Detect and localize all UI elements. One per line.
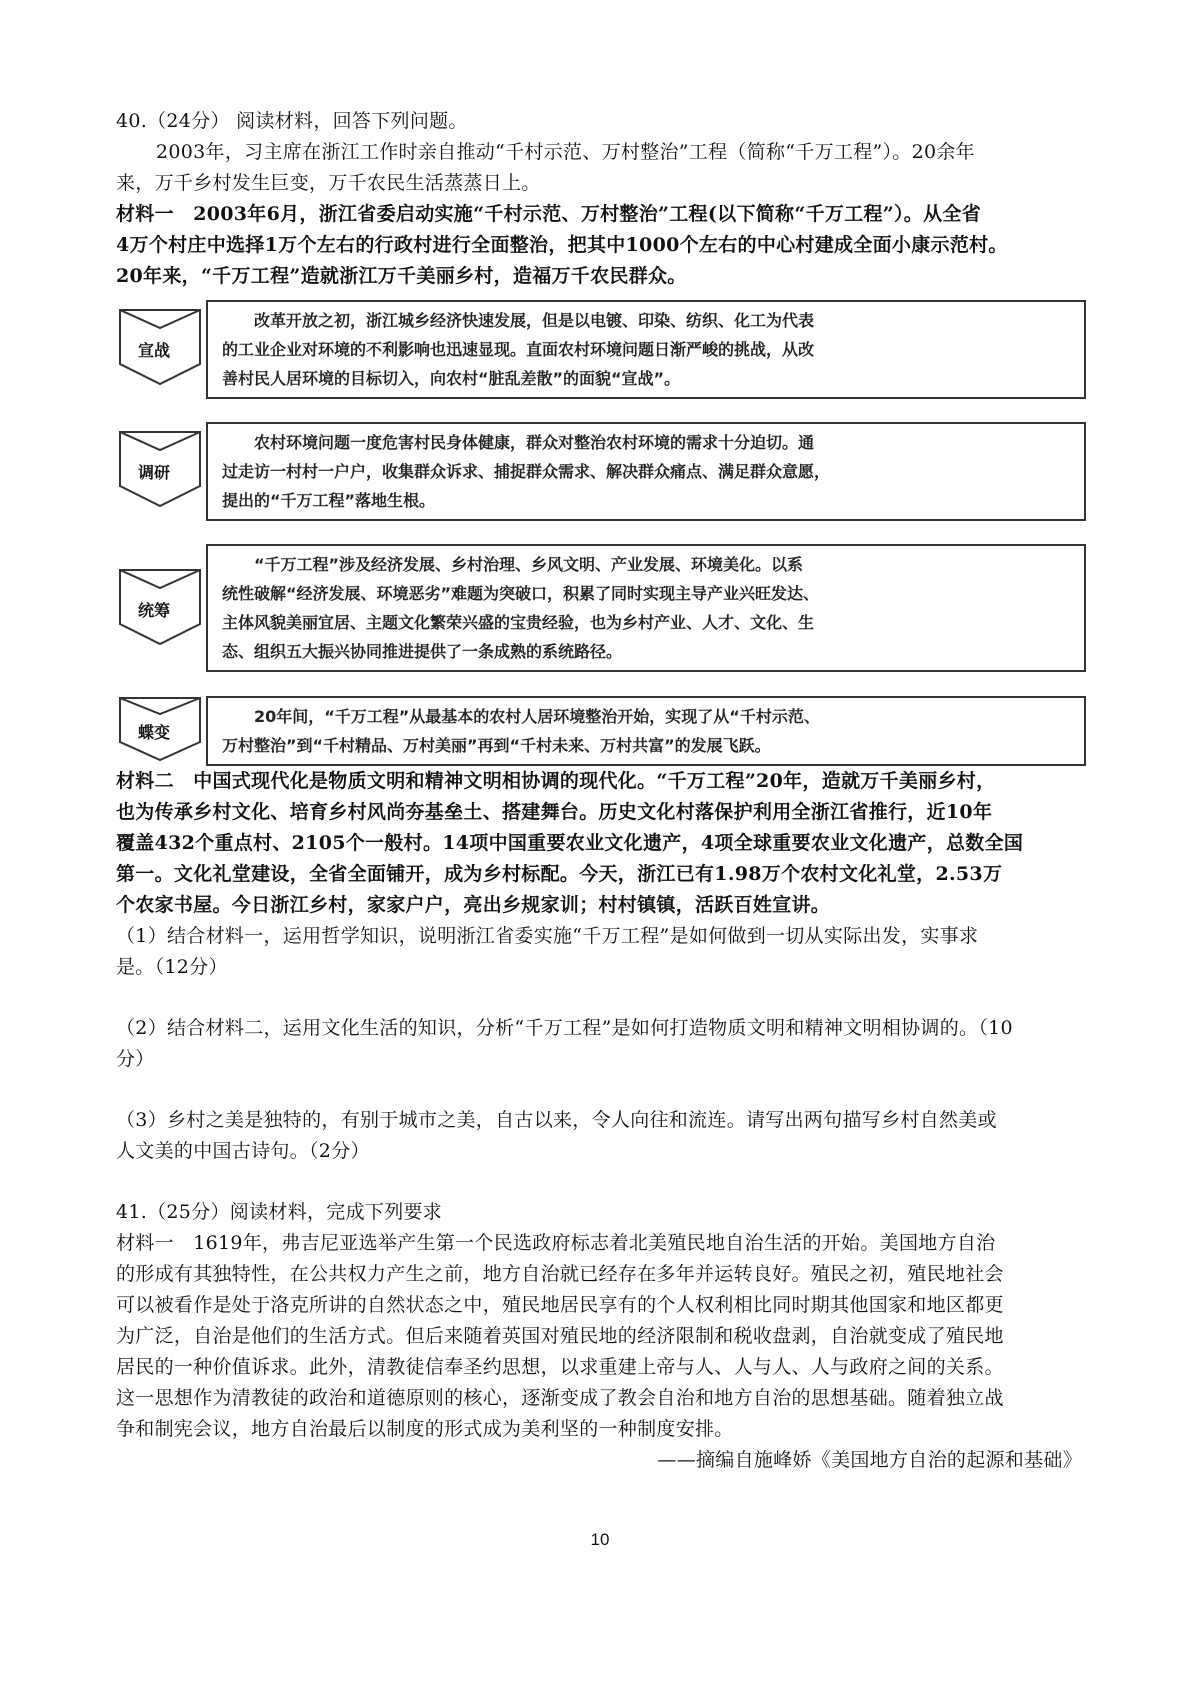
flow-text-line: 态、组织五大振兴协同推进提供了一条成熟的系统路径。: [222, 642, 623, 661]
material-two-line: 第一。文化礼堂建设，全省全面铺开，成为乡村标配。今天，浙江已有1.98万个农村文化礼堂，2.53万: [116, 863, 1003, 885]
q40-header: 40.（24分） 阅读材料，回答下列问题。: [116, 110, 468, 132]
q41-material-line: 的形成有其独特性，在公共权力产生之前，地方自治就已经存在多年并运转良好。殖民之初，殖民地社会: [116, 1263, 1004, 1285]
sub-question-2: （2）结合材料二，运用文化生活的知识，分析“千万工程”是如何打造物质文明和精神文明相协调的。（10: [116, 1017, 1013, 1039]
flow-text-line: 的工业企业对环境的不利影响也迅速显现。直面农村环境问题日渐严峻的挑战，从改: [222, 340, 815, 359]
flow-text-line: 改革开放之初，浙江城乡经济快速发展，但是以电镀、印染、纺织、化工为代表: [254, 311, 815, 330]
material-one-line: 4万个村庄中选择1万个左右的行政村进行全面整治，把其中1000个左右的中心村建成全面小康示范村。: [116, 234, 1008, 256]
chevron-tag: [116, 430, 202, 508]
sub-question-1: 是。（12分）: [116, 956, 228, 978]
page-number: 10: [590, 1530, 610, 1549]
chevron-tag: [116, 308, 202, 386]
flow-text-box: [206, 544, 1086, 672]
flow-text-line: “千万工程”涉及经济发展、乡村治理、乡风文明、产业发展、环境美化。以系: [254, 555, 804, 574]
flow-step-diaoyan: [116, 422, 1096, 518]
flow-text-line: 20年间，“千万工程”从最基本的农村人居环境整治开始，实现了从“千村示范、: [254, 707, 820, 726]
flow-text-line: 过走访一村村一户户，收集群众诉求、捕捉群众需求、解决群众痛点、满足群众意愿，: [222, 462, 831, 481]
material-two-line: 覆盖432个重点村、2105个一般村。14项中国重要农业文化遗产，4项全球重要农业文化遗产，总数全国: [116, 832, 1024, 854]
flow-text-line: 农村环境问题一度危害村民身体健康，群众对整治农村环境的需求十分迫切。通: [254, 433, 815, 452]
material-one-line: 20年来，“千万工程”造就浙江万千美丽乡村，造福万千农民群众。: [116, 265, 687, 287]
chevron-tag: [116, 696, 202, 774]
q41-material-line: 居民的一种价值诉求。此外，清教徒信奉圣约思想，以求重建上帝与人、人与人、人与政府之间的关系。: [116, 1356, 1004, 1378]
q41-material-line: 争和制宪会议，地方自治最后以制度的形式成为美利坚的一种制度安排。: [116, 1418, 734, 1440]
q41-header: 41.（25分）阅读材料，完成下列要求: [116, 1201, 443, 1223]
material-two-line: 个农家书屋。今日浙江乡村，家家户户，亮出乡规家训；村村镇镇，活跃百姓宣讲。: [116, 894, 831, 916]
q41-material-line: 这一思想作为清教徒的政治和道德原则的核心，逐渐变成了教会自治和地方自治的思想基础。随着独立战: [116, 1387, 1004, 1409]
q41-material-line: 为广泛，自治是他们的生活方式。但后来随着英国对殖民地的经济限制和税收盘剥，自治就变成了殖民地: [116, 1325, 1004, 1347]
flow-text-box: [206, 300, 1086, 399]
material-one-line: 材料一 2003年6月，浙江省委启动实施“千村示范、万村整治”工程(以下简称“千万工程”）。从全省: [116, 203, 982, 225]
flow-text-line: 统性破解“经济发展、环境恶劣”难题为突破口，积累了同时实现主导产业兴旺发达、: [222, 584, 820, 603]
flow-text-line: 提出的“千万工程”落地生根。: [222, 491, 436, 510]
q41-material-line: 材料一 1619年，弗吉尼亚选举产生第一个民选政府标志着北美殖民地自治生活的开始。美国地方自治: [116, 1232, 996, 1254]
q40-intro-line: 2003年，习主席在浙江工作时亲自推动“千村示范、万村整治”工程（简称“千万工程”）。20余年: [156, 141, 975, 163]
flow-step-tongchou: [116, 544, 1096, 670]
flow-text-box: [206, 422, 1086, 521]
chevron-tag: [116, 568, 202, 646]
q41-source: ——摘编自施峰娇《美国地方自治的起源和基础》: [657, 1449, 1082, 1471]
flow-step-xuanzhan: [116, 300, 1096, 396]
sub-question-1: （1）结合材料一，运用哲学知识，说明浙江省委实施“千万工程”是如何做到一切从实际出发，实事求: [116, 925, 979, 947]
sub-question-3: 人文美的中国古诗句。（2分）: [116, 1140, 370, 1162]
flow-step-dieb: [116, 696, 1096, 760]
material-two-line: 也为传承乡村文化、培育乡村风尚夯基垒土、搭建舞台。历史文化村落保护利用全浙江省推行，近10年: [116, 801, 993, 823]
flow-text-line: 万村整治”到“千村精品、万村美丽”再到“千村未来、万村共富”的发展飞跃。: [222, 736, 771, 755]
material-two-line: 材料二 中国式现代化是物质文明和精神文明相协调的现代化。“千万工程”20年，造就万千美丽乡村，: [116, 770, 996, 792]
sub-question-2: 分）: [116, 1048, 155, 1070]
flow-tag-label: 蝶变: [137, 723, 170, 742]
flow-tag-label: 宣战: [137, 341, 170, 360]
flow-tag-label: 统筹: [137, 601, 170, 620]
q40-intro-line: 来，万千乡村发生巨变，万千农民生活蒸蒸日上。: [116, 172, 541, 194]
flow-text-line: 善村民人居环境的目标切入，向农村“脏乱差散”的面貌“宣战”。: [222, 369, 681, 388]
q41-material-line: 可以被看作是处于洛克所讲的自然状态之中，殖民地居民享有的个人权利相比同时期其他国家和地区都更: [116, 1294, 1004, 1316]
flow-text-box: [206, 696, 1086, 766]
sub-question-3: （3）乡村之美是独特的，有别于城市之美，自古以来，令人向往和流连。请写出两句描写乡村自然美或: [116, 1109, 997, 1131]
flow-text-line: 主体风貌美丽宜居、主题文化繁荣兴盛的宝贵经验，也为乡村产业、人才、文化、生: [222, 613, 815, 632]
flow-tag-label: 调研: [137, 463, 170, 482]
exam-page: [116, 106, 1096, 1476]
